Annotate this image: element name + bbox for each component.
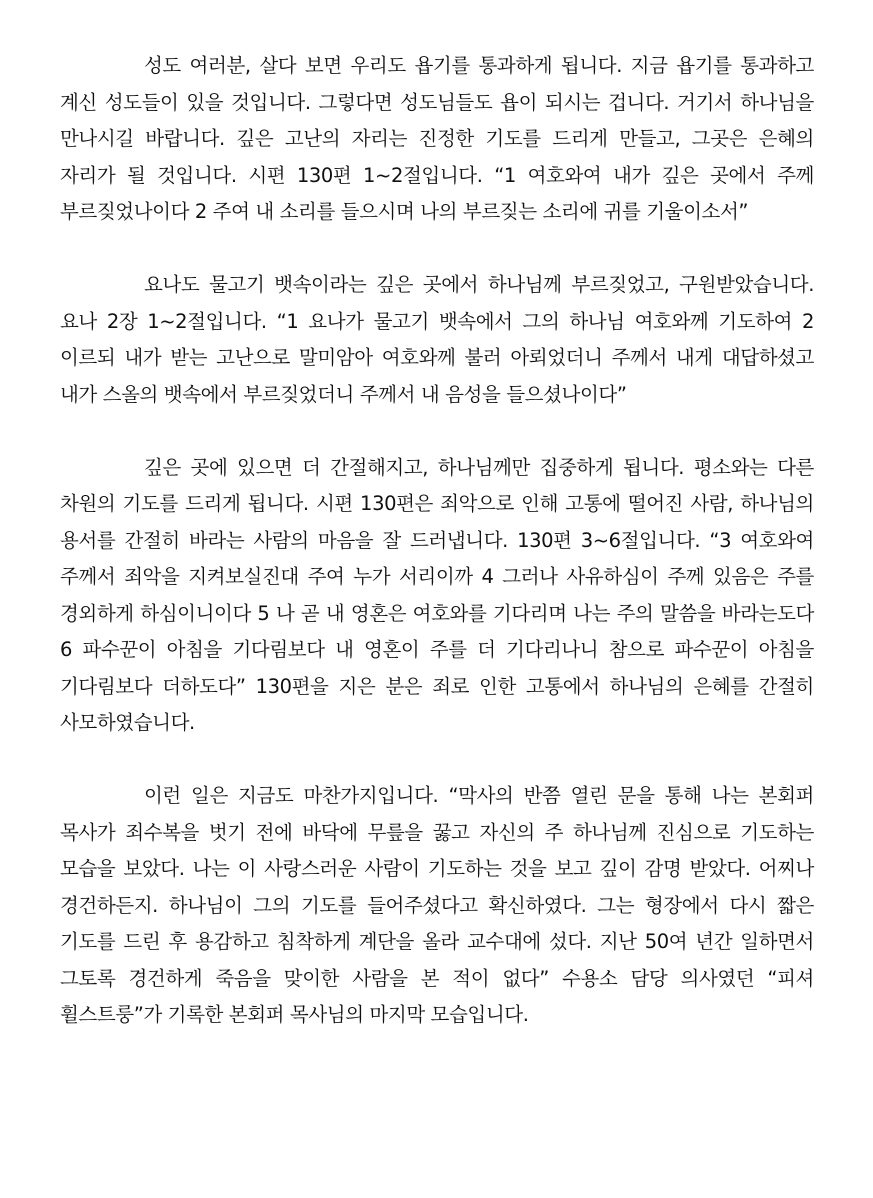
paragraph-1: 성도 여러분, 살다 보면 우리도 욥기를 통과하게 됩니다. 지금 욥기를 통과하고 계신 성도들이 있을 것입니다. 그렇다면 성도님들도 욥이 되시는 겁니다. 거기서 하나님을 만나시길 바랍니다. 깊은 고난의 자리는 진정한 기도를 드리게 만들고, 그곳은 은혜의 자리가 될 것입니다. 시편 130편 1~2절입니다. “1 여호와여 내가 깊은 곳에서 주께 부르짖었나이다 2 주여 내 소리를 들으시며 나의 부르짖는 소리에 귀를 기울이소서”	[60, 54, 814, 223]
paragraph-4: 이런 일은 지금도 마찬가지입니다. “막사의 반쯤 열린 문을 통해 나는 본회퍼 목사가 죄수복을 벗기 전에 바닥에 무릎을 꿇고 자신의 주 하나님께 진심으로 기도하는 모습을 보았다. 나는 이 사랑스러운 사람이 기도하는 것을 보고 깊이 감명 받았다. 어찌나 경건하든지. 하나님이 그의 기도를 들어주셨다고 확신하였다. 그는 형장에서 다시 짧은 기도를 드린 후 용감하고 침착하게 계단을 올라 교수대에 섰다. 지난 50여 년간 일하면서 그토록 경건하게 죽음을 맞이한 사람을 본 적이 없다” 수용소 담당 의사였던 “피셔 휠스트룽”가 기록한 본회퍼 목사님의 마지막 모습입니다.	[60, 784, 814, 1026]
document-page	[60, 48, 814, 1034]
paragraph-2: 요나도 물고기 뱃속이라는 깊은 곳에서 하나님께 부르짖었고, 구원받았습니다. 요나 2장 1~2절입니다. “1 요나가 물고기 뱃속에서 그의 하나님 여호와께 기도하여 2 이르되 내가 받는 고난으로 말미암아 여호와께 불러 아뢰었더니 주께서 내게 대답하셨고 내가 스올의 뱃속에서 부르짖었더니 주께서 내 음성을 들으셨나이다”	[60, 273, 814, 406]
paragraph-3: 깊은 곳에 있으면 더 간절해지고, 하나님께만 집중하게 됩니다. 평소와는 다른 차원의 기도를 드리게 됩니다. 시편 130편은 죄악으로 인해 고통에 떨어진 사람, 하나님의 용서를 간절히 바라는 사람의 마음을 잘 드러냅니다. 130편 3~6절입니다. “3 여호와여 주께서 죄악을 지켜보실진대 주여 누가 서리이까 4 그러나 사유하심이 주께 있음은 주를 경외하게 하심이니이다 5 나 곧 내 영혼은 여호와를 기다리며 나는 주의 말씀을 바라는도다 6 파수꾼이 아침을 기다림보다 내 영혼이 주를 더 기다리나니 참으로 파수꾼이 아침을 기다림보다 더하도다” 130편을 지은 분은 죄로 인한 고통에서 하나님의 은혜를 간절히 사모하였습니다.	[60, 455, 814, 734]
